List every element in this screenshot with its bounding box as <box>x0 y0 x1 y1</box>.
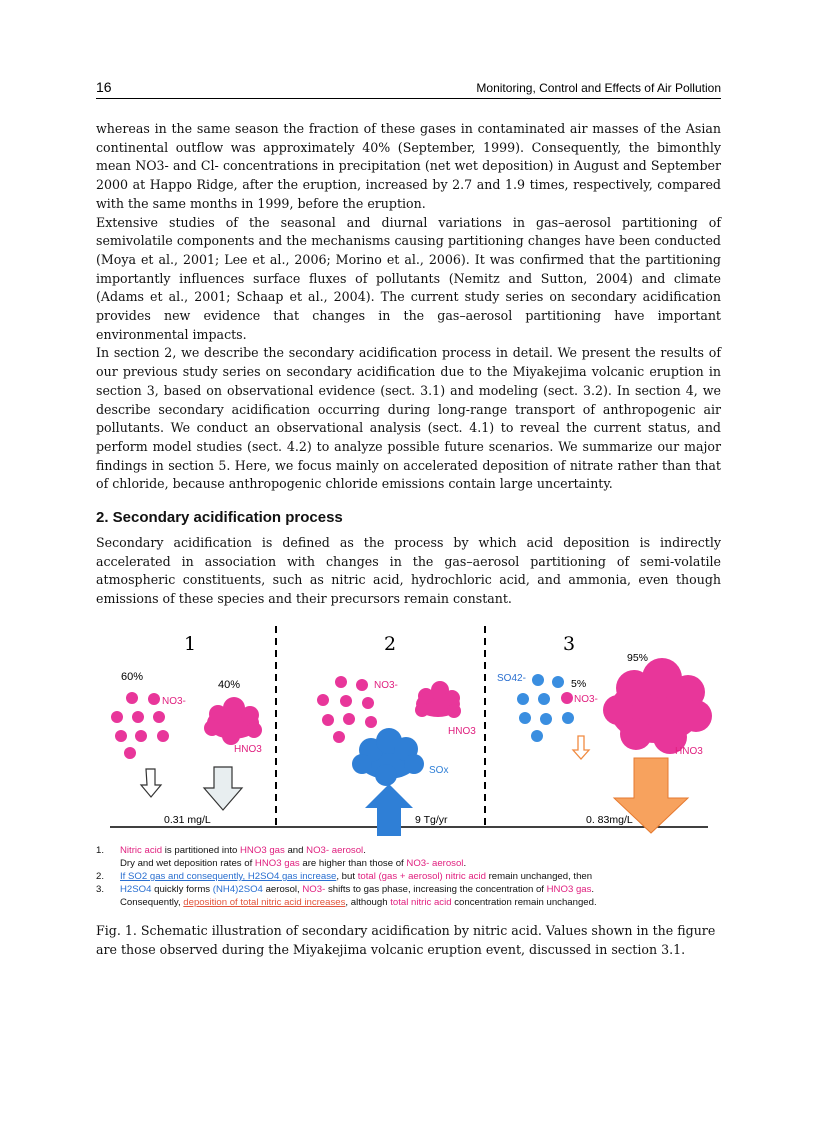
deposition-arrow <box>204 767 242 810</box>
figure-diagram <box>96 626 721 841</box>
aerosol-percent: 60% <box>121 670 144 683</box>
emission-arrow <box>365 784 413 836</box>
note-3-line-2: Consequently, deposition of total nitric acid increases, although total nitric acid concentration remain unchanged. <box>120 896 597 908</box>
deposition-value: 0.31 mg/L <box>164 813 211 826</box>
sox-cloud <box>352 728 424 786</box>
note-3: 3. H2SO4 quickly forms (NH4)2SO4 aerosol, NO3- shifts to gas phase, increasing the concentration of HNO3 gas. <box>96 883 595 895</box>
nitrate-particles <box>317 676 377 743</box>
paragraph: Extensive studies of the seasonal and diurnal variations in gas–aerosol partitioning of semivolatile components and the mechanisms causing partitioning changes have been conducted (Moya et al., 2001; Lee et al., 2006; Morino et al., 2006). It was confirmed that the partitioning importantly influences surface fluxes of pollutants (Nemitz and Sutton, 2004) and climate (Adams et al., 2001; Schaap et al., 2004). The current study series on secondary acidification provides new evidence that changes in the gas–aerosol partitioning have important environmental impacts. <box>96 214 721 342</box>
panel-number: 2 <box>384 632 397 655</box>
nitrate-label: NO3- <box>574 693 598 705</box>
sulfate-label: SO42- <box>497 672 526 684</box>
page-header <box>96 78 721 99</box>
figure <box>96 626 721 916</box>
small-deposition-arrow <box>141 769 161 797</box>
small-deposition-arrow <box>573 736 589 759</box>
nitrate-particle <box>561 692 573 704</box>
running-title: Monitoring, Control and Effects of Air Pollution <box>476 81 721 95</box>
emission-value: 9 Tg/yr <box>415 813 448 826</box>
aerosol-percent: 5% <box>571 677 587 690</box>
hno3-cloud <box>415 681 461 718</box>
body-text <box>96 120 721 494</box>
figure-caption: Fig. 1. Schematic illustration of secondary acidification by nitric acid. Values shown in the figure are those observed during the Miyakejima volcanic eruption event, discussed in section 3.1. <box>96 922 716 957</box>
deposition-value: 0. 83mg/L <box>586 813 633 826</box>
section-heading: 2. Secondary acidification process <box>96 509 343 527</box>
hno3-label: HNO3 <box>234 743 262 755</box>
sox-label: SOx <box>429 764 449 776</box>
page <box>96 78 721 959</box>
page-number: 16 <box>96 79 112 95</box>
paragraph: Secondary acidification is defined as the process by which acid deposition is indirectly accelerated in association with changes in the gas–aerosol partitioning of semi-volatile atmospheric constituents, such as nitric acid, hydrochloric acid, and ammonia, even though emissions of these species and their precursors remain constant. <box>96 535 721 607</box>
panel-number: 3 <box>563 632 576 655</box>
nitrate-label: NO3- <box>162 695 186 707</box>
hno3-label: HNO3 <box>675 745 703 757</box>
panel-number: 1 <box>184 632 197 655</box>
sulfate-particles <box>517 674 574 742</box>
nitrate-particles <box>111 692 169 759</box>
hno3-cloud <box>204 697 262 745</box>
note-1: 1. Nitric acid is partitioned into HNO3 gas and NO3- aerosol. <box>96 844 366 856</box>
note-1-line-2: Dry and wet deposition rates of HNO3 gas are higher than those of NO3- aerosol. <box>120 857 467 869</box>
gas-percent: 40% <box>218 678 241 691</box>
paragraph: whereas in the same season the fraction of these gases in contaminated air masses of the Asian continental outflow was approximately 40% (September, 1999). Consequently, the bimonthly mean NO3- and Cl- concentrations in precipitation (net wet deposition) in August and September 2000 at Happo Ridge, after the eruption, increased by 2.7 and 1.9 times, respectively, compared with the same months in 1999, before the eruption. <box>96 121 721 211</box>
figure-notes <box>96 844 721 909</box>
hno3-label: HNO3 <box>448 725 476 737</box>
paragraph: In section 2, we describe the secondary acidification process in detail. We present the results of our previous study series on secondary acidification due to the Miyakejima volcanic eruption in section 3, based on observational evidence (sect. 3.1) and modeling (sect. 3.2). In section 4, we describe secondary acidification occurring during long-range transport of anthropogenic air pollutants. We conduct an observational analysis (sect. 4.1) to reveal the current status, and perform model studies (sect. 4.2) to analyze possible future scenarios. We summarize our major findings in section 5. Here, we focus mainly on accelerated deposition of nitrate rather than that of chloride, because anthropogenic chloride emissions contain large uncertainty. <box>96 345 721 492</box>
nitrate-label: NO3- <box>374 679 398 691</box>
gas-percent: 95% <box>627 651 649 664</box>
section-text <box>96 534 721 609</box>
hno3-cloud <box>603 658 712 754</box>
note-2: 2. If SO2 gas and consequently, H2SO4 gas increase, but total (gas + aerosol) nitric acid remain unchanged, then <box>96 870 593 882</box>
